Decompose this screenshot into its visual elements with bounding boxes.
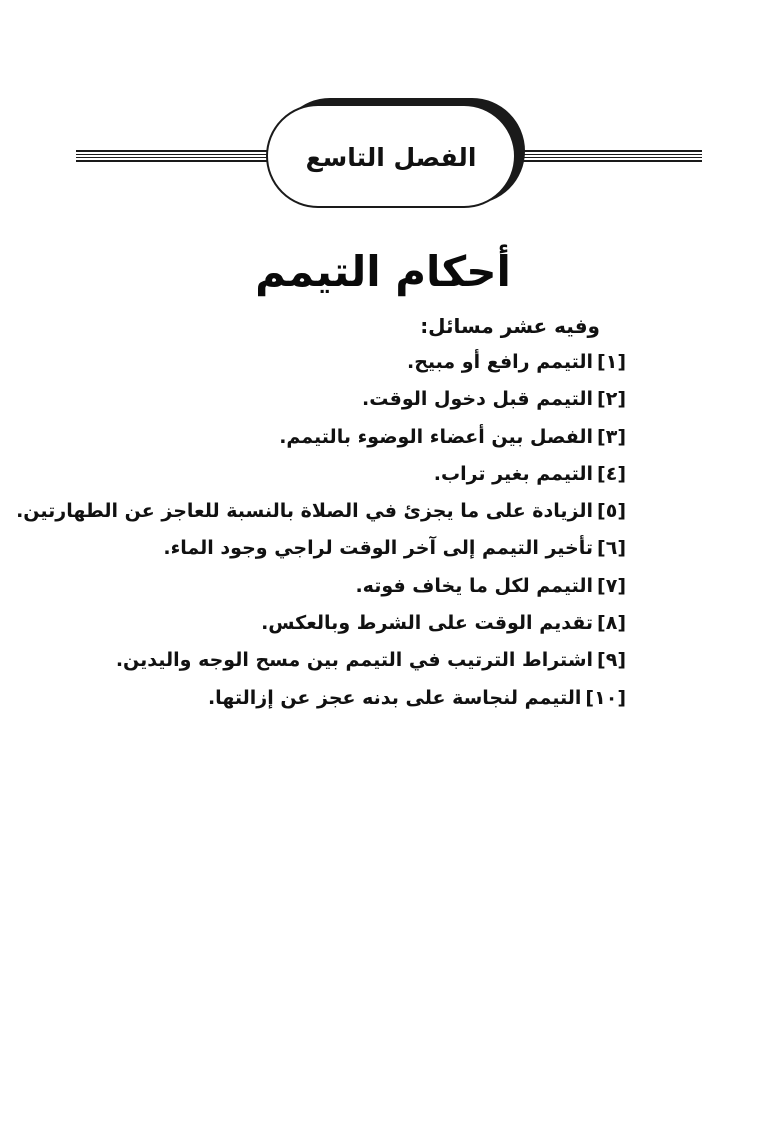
item-text: التيمم بغير تراب. [433,462,594,485]
item-number: [٨] [597,612,626,635]
decorative-rule-left [76,150,272,164]
item-text: الزيادة على ما يجزئ في الصلاة بالنسبة للعاجز عن الطهارتين. [16,500,594,523]
list-item [16,419,626,456]
item-text: التيمم لنجاسة على بدنه عجز عن إزالتها. [207,686,582,709]
intro-text: وفيه عشر مسائل: [420,314,600,338]
item-text: تقديم الوقت على الشرط وبالعكس. [261,612,594,635]
list-item [16,642,626,679]
list-item [16,568,626,605]
item-number: [٥] [597,500,626,523]
item-number: [١] [597,351,626,373]
list-item [16,456,626,493]
item-number: [٦] [597,537,626,560]
item-text: التيمم رافع أو مبيح. [406,351,594,373]
item-number: [٣] [597,425,626,448]
item-text: التيمم لكل ما يخاف فوته. [355,574,594,597]
item-text: الفصل بين أعضاء الوضوء بالتيمم. [279,425,594,448]
list-item [16,605,626,642]
list-item [16,381,626,418]
page-title: أحكام التيمم [255,247,511,296]
list-item [16,680,626,717]
item-text: اشتراط الترتيب في التيمم بين مسح الوجه واليدين. [115,649,594,672]
decorative-rule-right [520,150,702,164]
item-text: التيمم قبل دخول الوقت. [362,388,594,411]
item-number: [٢] [597,388,626,411]
list-item [16,344,626,381]
item-number: [٩] [597,649,626,672]
item-text: تأخير التيمم إلى آخر الوقت لراجي وجود الماء. [163,537,594,560]
list-item [16,530,626,567]
item-number: [٤] [597,462,626,485]
list-item [16,493,626,530]
chapter-label: الفصل التاسع [305,142,477,172]
chapter-badge [266,104,516,208]
item-number: [١٠] [585,686,626,709]
issues-list [16,344,626,717]
item-number: [٧] [597,574,626,597]
